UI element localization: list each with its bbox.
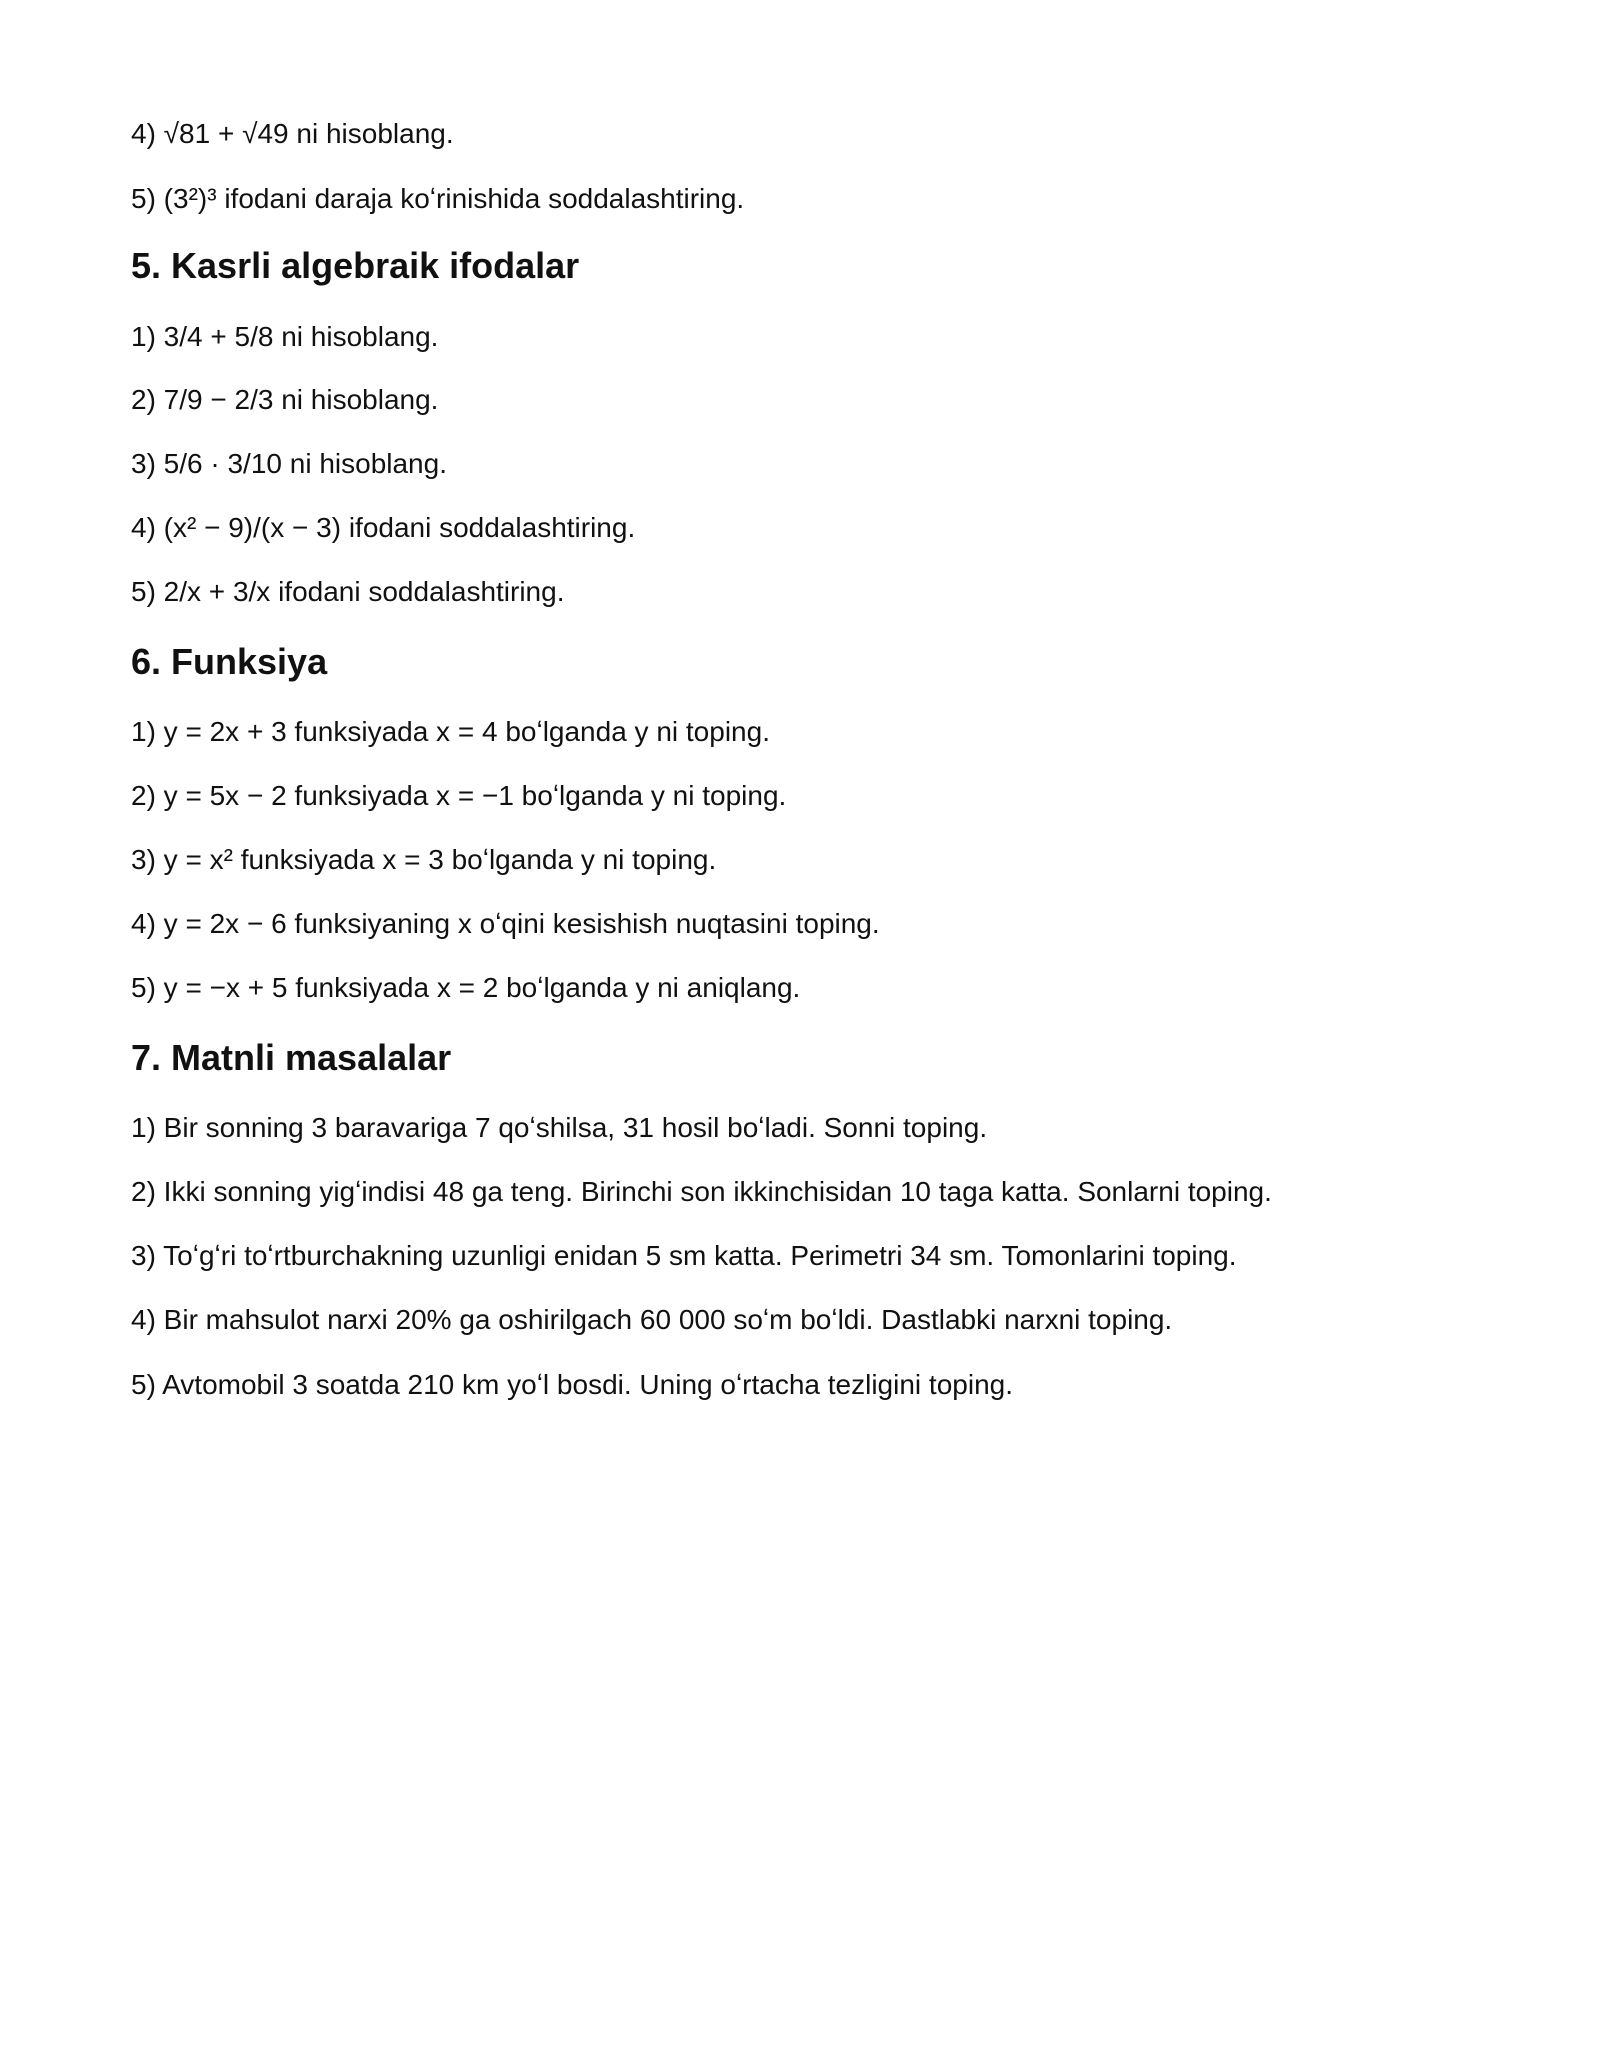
list-item: 5) y = −x + 5 funksiyada x = 2 boʻlganda y ni aniqlang.	[131, 972, 801, 1003]
list-item: 2) 7/9 − 2/3 ni hisoblang.	[131, 384, 439, 415]
list-item: 3) Toʻgʻri toʻrtburchakning uzunligi enidan 5 sm katta. Perimetri 34 sm. Tomonlarini toping.	[131, 1240, 1237, 1271]
list-item: 1) Bir sonning 3 baravariga 7 qoʻshilsa, 31 hosil boʻladi. Sonni toping.	[131, 1112, 988, 1143]
list-item: 4) √81 + √49 ni hisoblang.	[131, 118, 454, 149]
list-item: 2) Ikki sonning yigʻindisi 48 ga teng. Birinchi son ikkinchisidan 10 taga katta. Sonlarni toping.	[131, 1176, 1272, 1207]
list-item: 1) y = 2x + 3 funksiyada x = 4 boʻlganda y ni toping.	[131, 716, 770, 747]
list-item: 3) 5/6 · 3/10 ni hisoblang.	[131, 448, 447, 479]
list-item: 5) Avtomobil 3 soatda 210 km yoʻl bosdi. Uning oʻrtacha tezligini toping.	[131, 1369, 1013, 1400]
list-item: 1) 3/4 + 5/8 ni hisoblang.	[131, 321, 439, 352]
list-item: 4) (x² − 9)/(x − 3) ifodani soddalashtiring.	[131, 512, 636, 543]
list-item: 5) (3²)³ ifodani daraja koʻrinishida soddalashtiring.	[131, 183, 745, 214]
list-item: 5) 2/x + 3/x ifodani soddalashtiring.	[131, 576, 565, 607]
list-item: 3) y = x² funksiyada x = 3 boʻlganda y ni toping.	[131, 844, 717, 875]
list-item: 4) y = 2x − 6 funksiyaning x oʻqini kesishish nuqtasini toping.	[131, 908, 880, 939]
section-heading: 5. Kasrli algebraik ifodalar	[131, 245, 580, 286]
list-item: 2) y = 5x − 2 funksiyada x = −1 boʻlganda y ni toping.	[131, 780, 787, 811]
list-item: 4) Bir mahsulot narxi 20% ga oshirilgach 60 000 soʻm boʻldi. Dastlabki narxni toping.	[131, 1304, 1173, 1335]
section-heading: 7. Matnli masalalar	[131, 1037, 452, 1078]
section-heading: 6. Funksiya	[131, 641, 328, 682]
